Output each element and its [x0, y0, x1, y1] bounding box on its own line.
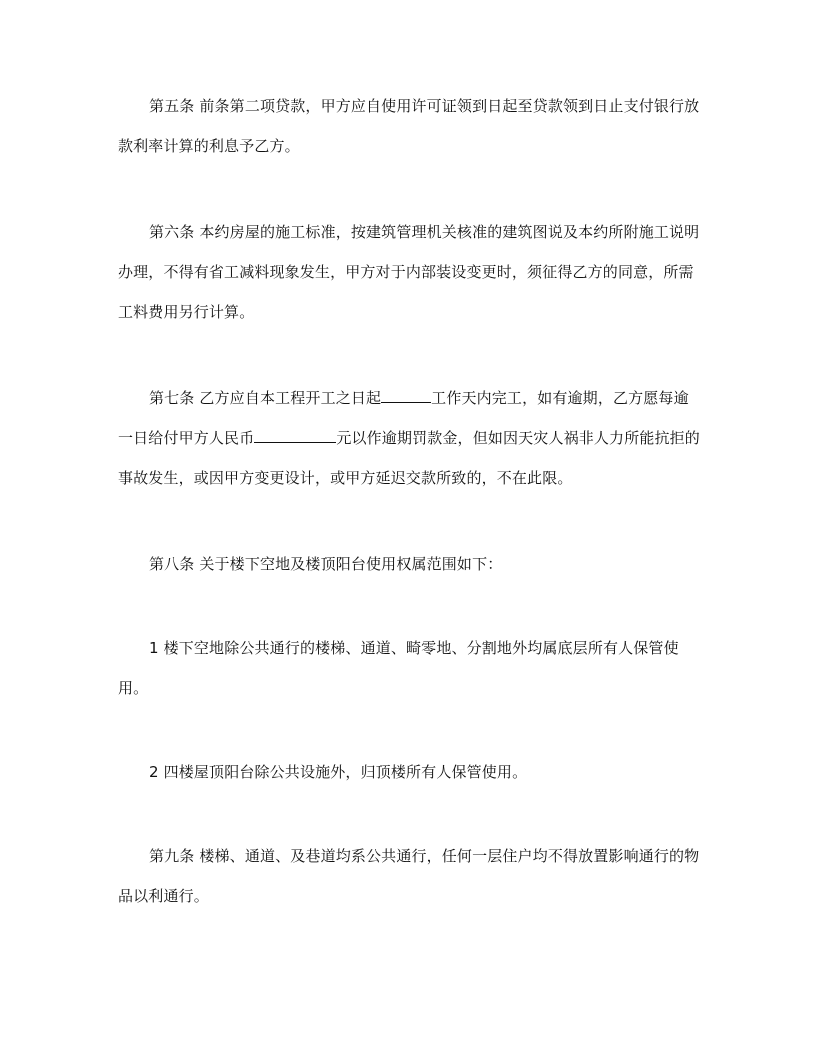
workdays-blank	[381, 388, 431, 403]
article-8-item-2: 2 四楼屋顶阳台除公共设施外，归顶楼所有人保管使用。	[149, 763, 528, 781]
article-7-text-part2: 工作天内完工，如有逾期，乙方愿每逾一日给付甲方人民币	[118, 389, 689, 447]
article-7-text-part1: 第七条 乙方应自本工程开工之日起	[149, 389, 382, 407]
article-6-paragraph: 第六条 本约房屋的施工标准，按建筑管理机关核准的建筑图说及本约所附施工说明办理，不得有省工减料现象发生，甲方对于内部装设变更时，须征得乙方的同意，所需工料费用另行计算。	[118, 223, 700, 321]
article-7-paragraph	[118, 378, 700, 498]
article-8-item-1: 1 楼下空地除公共通行的楼梯、通道、畸零地、分割地外均属底层所有人保管使用。	[118, 639, 679, 697]
article-9-paragraph: 第九条 楼梯、通道、及巷道均系公共通行，任何一层住户均不得放置影响通行的物品以利通行。	[118, 847, 700, 905]
penalty-amount-blank	[254, 428, 336, 443]
article-7-text-part3: 元以作逾期罚款金，但如因天灾人祸非人力所能抗拒的事故发生，或因甲方变更设计，或甲方延迟交款所致的，不在此限。	[118, 429, 700, 487]
article-8-paragraph: 第八条 关于楼下空地及楼顶阳台使用权属范围如下：	[149, 555, 503, 573]
article-5-paragraph: 第五条 前条第二项贷款，甲方应自使用许可证领到日起至贷款领到日止支付银行放款利率计算的利息予乙方。	[118, 97, 700, 155]
